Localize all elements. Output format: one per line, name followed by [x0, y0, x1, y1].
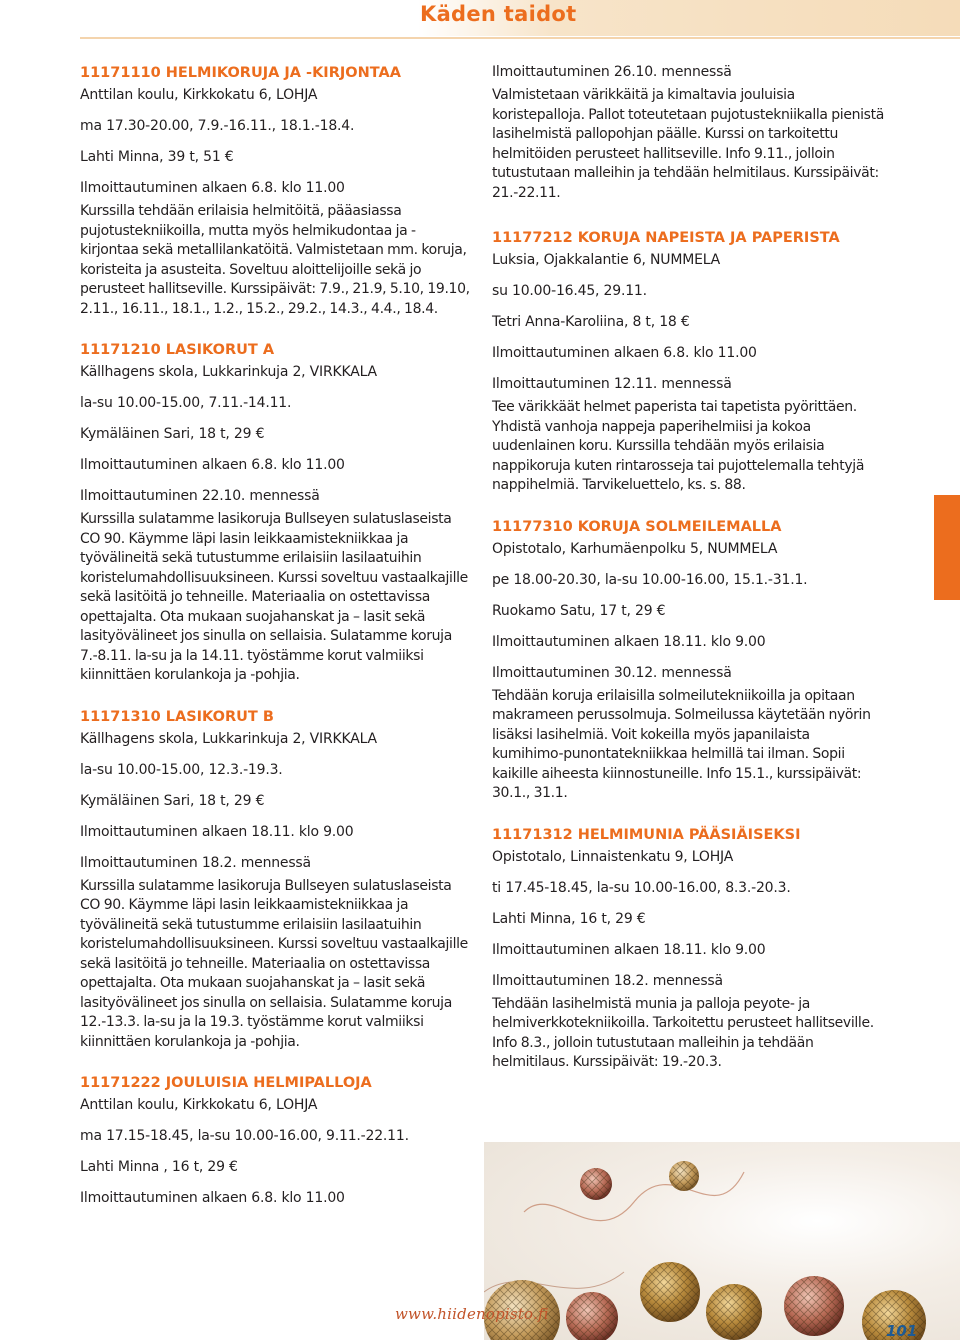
- course-title: 11171222 JOULUISIA HELMIPALLOJA: [80, 1075, 372, 1091]
- course-place: Opistotalo, Linnaistenkatu 9, LOHJA: [492, 848, 734, 865]
- course-description: Tehdään koruja erilaisilla solmeilutekniikoilla ja opitaan makrameen perussolmuja. Solmeilussa käytetään nyörin lisäksi lasihelmiä. Voit kokeilla myös japanilaista kumihimo-punontatekniikkaa helmillä tai ilman. Sopii kaikille aiheesta kiinnostuneille. Info 15.1., kurssipäivät: 30.1., 31.1.: [492, 687, 871, 801]
- course-description: Kurssilla sulatamme lasikoruja Bullseyen sulatuslaseista CO 90. Käymme läpi lasin leikkaamistekniikkaa ja työvälineitä sekä tutustumme erilaisiin lasilaatuihin koristelumahdollisuuksineen. Kurssi soveltuu vastaalkajille sekä lasitöitä jo tehneille. Materiaalia on ostettavissa opettajalta. Ota mukaan suojahanskat ja – lasit sekä lasityövälineet jos sinulla on sellaisia. Sulatamme koruja 12.-13.3. la-su ja la 19.3. työstämme korut valmiiksi kiinnittäen korulankoja ja -pohjia.: [80, 877, 468, 1050]
- course-teacher-price: Lahti Minna, 16 t, 29 €: [492, 910, 646, 927]
- beaded-balls-photo: [484, 1142, 960, 1340]
- course-teacher-price: Kymäläinen Sari, 18 t, 29 €: [80, 792, 265, 809]
- course-title: 11171210 LASIKORUT A: [80, 342, 275, 358]
- course-schedule: pe 18.00-20.30, la-su 10.00-16.00, 15.1.-31.1.: [492, 571, 808, 588]
- course-place: Källhagens skola, Lukkarinkuja 2, VIRKKALA: [80, 364, 377, 380]
- course-teacher-price: Tetri Anna-Karoliina, 8 t, 18 €: [492, 314, 690, 330]
- page-number: 101: [886, 1322, 918, 1340]
- course-description: Tehdään lasihelmistä munia ja palloja peyote- ja helmiverkkotekniikoilla. Tarkoitettu perusteet hallitseville. Info 8.3., jolloin tutustutaan malleihin ja tehdään helmitilaus. Kurssipäivät: 19.-20.3.: [492, 995, 874, 1070]
- course-entry: [80, 708, 470, 1053]
- course-continuation: [492, 64, 884, 203]
- course-teacher-price: Lahti Minna , 16 t, 29 €: [80, 1159, 238, 1175]
- course-place: Anttilan koulu, Kirkkokatu 6, LOHJA: [80, 1097, 318, 1113]
- course-schedule: la-su 10.00-15.00, 12.3.-19.3.: [80, 761, 283, 778]
- left-column: [80, 64, 470, 1221]
- course-place: Luksia, Ojakkalantie 6, NUMMELA: [492, 252, 721, 268]
- right-column: [492, 64, 884, 1087]
- course-entry: [492, 518, 884, 804]
- course-teacher-price: Ruokamo Satu, 17 t, 29 €: [492, 602, 666, 619]
- photo-illustration: [484, 1142, 960, 1340]
- course-deadline: Ilmoittautuminen 22.10. mennessä: [80, 488, 320, 504]
- course-registration: Ilmoittautuminen alkaen 6.8. klo 11.00: [80, 457, 345, 473]
- course-registration: Ilmoittautuminen alkaen 18.11. klo 9.00: [80, 823, 354, 840]
- course-place: Källhagens skola, Lukkarinkuja 2, VIRKKALA: [80, 730, 377, 747]
- course-deadline: Ilmoittautuminen 18.2. mennessä: [492, 972, 723, 989]
- course-place: Anttilan koulu, Kirkkokatu 6, LOHJA: [80, 87, 318, 103]
- course-entry: [80, 341, 470, 686]
- course-registration: Ilmoittautuminen alkaen 18.11. klo 9.00: [492, 633, 766, 650]
- course-title: 11177212 KORUJA NAPEISTA JA PAPERISTA: [492, 230, 840, 246]
- course-registration: Ilmoittautuminen alkaen 6.8. klo 11.00: [492, 345, 757, 361]
- page-header: [418, 0, 960, 36]
- course-entry: [80, 64, 470, 319]
- course-teacher-price: Kymäläinen Sari, 18 t, 29 €: [80, 426, 265, 442]
- course-registration: Ilmoittautuminen alkaen 18.11. klo 9.00: [492, 941, 766, 958]
- course-schedule: ma 17.15-18.45, la-su 10.00-16.00, 9.11.-22.11.: [80, 1128, 409, 1144]
- course-entry: [492, 826, 884, 1073]
- course-deadline: Ilmoittautuminen 18.2. mennessä: [80, 854, 311, 871]
- course-schedule: ma 17.30-20.00, 7.9.-16.11., 18.1.-18.4.: [80, 118, 355, 134]
- course-description: Valmistetaan värikkäitä ja kimaltavia jouluisia koristepalloja. Pallot toteutetaan pujotustekniikalla pienistä lasihelmistä pallopohjan päälle. Kurssi on tarkoitettu helmitöiden perusteet hallitseville. Info 9.11., jolloin tutustutaan malleihin ja tehdään helmitilaus. Kurssipäivät: 21.-22.11.: [492, 87, 884, 201]
- course-registration: Ilmoittautuminen alkaen 6.8. klo 11.00: [80, 1190, 345, 1206]
- section-title: Käden taidot: [420, 2, 577, 26]
- course-entry: [492, 229, 884, 496]
- course-description: Tee värikkäät helmet paperista tai tapetista pyörittäen. Yhdistä vanhoja nappeja paperihelmiisi ja kokoa uudenlainen koru. Kurssilla tehdään myös erilaisia nappikoruja kuten rintarosseja tai pujottelemalla tehtyjä nappihelmiä. Tarvikeluettelo, ks. s. 88.: [492, 399, 865, 493]
- course-schedule: ti 17.45-18.45, la-su 10.00-16.00, 8.3.-20.3.: [492, 879, 791, 896]
- course-deadline: Ilmoittautuminen 30.12. mennessä: [492, 664, 732, 681]
- course-entry: [80, 1074, 470, 1207]
- course-teacher-price: Lahti Minna, 39 t, 51 €: [80, 149, 234, 165]
- header-divider: [80, 37, 960, 39]
- course-title: 11171110 HELMIKORUJA JA -KIRJONTAA: [80, 65, 401, 81]
- course-title: 11171312 HELMIMUNIA PÄÄSIÄISEKSI: [492, 826, 801, 843]
- section-side-tab: [934, 495, 960, 600]
- course-title: 11171310 LASIKORUT B: [80, 708, 274, 725]
- course-registration: Ilmoittautuminen alkaen 6.8. klo 11.00: [80, 180, 345, 196]
- website-link[interactable]: www.hiidenopisto.fi: [395, 1305, 549, 1323]
- course-schedule: su 10.00-16.45, 29.11.: [492, 283, 647, 299]
- course-title: 11177310 KORUJA SOLMEILEMALLA: [492, 518, 782, 535]
- course-place: Opistotalo, Karhumäenpolku 5, NUMMELA: [492, 540, 778, 557]
- course-description: Kurssilla sulatamme lasikoruja Bullseyen sulatuslaseista CO 90. Käymme läpi lasin leikkaamistekniikkaa ja työvälineitä sekä tutustumme erilaisiin lasilaatuihin koristelumahdollisuuksineen. Kurssi soveltuu vastaalkajille sekä lasitöitä jo tehneille. Materiaalia on ostettavissa opettajalta. Ota mukaan suojahanskat ja – lasit sekä lasityövälineet jos sinulla on sellaisia. Sulatamme koruja 7.-8.11. la-su ja la 14.11. työstämme korut valmiiksi kiinnittäen korulankoja ja -pohjia.: [80, 511, 468, 683]
- course-schedule: la-su 10.00-15.00, 7.11.-14.11.: [80, 395, 292, 411]
- course-deadline: Ilmoittautuminen 26.10. mennessä: [492, 64, 732, 80]
- course-description: Kurssilla tehdään erilaisia helmitöitä, pääasiassa pujotustekniikoilla, mutta myös helmikudontaa ja -kirjontaa sekä metallilankatöitä. Valmistetaan mm. koruja, koristeita ja asusteita. Soveltuu aloittelijoille sekä jo perusteet hallitseville. Kurssipäivät: 7.9., 21.9, 5.10, 19.10, 2.11., 16.11., 18.1., 1.2., 15.2., 29.2., 14.3., 4.4., 18.4.: [80, 203, 470, 317]
- course-deadline: Ilmoittautuminen 12.11. mennessä: [492, 376, 732, 392]
